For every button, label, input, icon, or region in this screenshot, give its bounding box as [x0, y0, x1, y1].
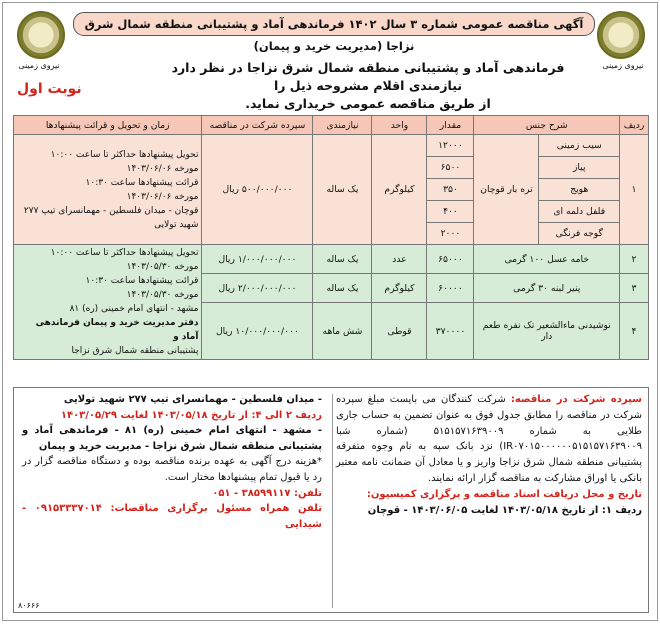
items-table	[13, 115, 649, 360]
item-name: هویج	[539, 179, 620, 201]
tender-notice	[2, 2, 658, 621]
schedule-cell	[14, 245, 202, 360]
round-badge: نوبت اول	[17, 81, 82, 97]
column-divider	[332, 394, 333, 608]
terms-section	[13, 387, 649, 613]
notice-headline	[143, 59, 593, 113]
row-number: ۱	[620, 135, 649, 245]
row-number: ۳	[620, 274, 649, 303]
table-header-row	[14, 116, 649, 135]
section-heading: تاریخ و محل دریافت اسناد مناقصه و برگزاری کمیسیون:	[366, 488, 642, 500]
schedule-line: پشتیبانی منطقه شمال شرق نزاجا	[71, 346, 199, 356]
item-deposit: ۲/۰۰۰/۰۰۰/۰۰۰ ریال	[202, 274, 313, 303]
schedule-line: مورخه ۱۴۰۳/۰۵/۳۰	[126, 290, 199, 300]
schedule-line: شهید تولایی	[154, 219, 199, 230]
item-deposit: ۱/۰۰۰/۰۰۰/۰۰۰ ریال	[202, 245, 313, 274]
item-deposit: ۵۰۰/۰۰۰/۰۰۰ ریال	[202, 135, 313, 245]
schedule-line: تحویل پیشنهادها حداکثر تا ساعت ۱۰:۰۰	[50, 149, 199, 160]
col-header: سپرده شرکت در مناقصه	[202, 116, 313, 135]
logo-caption: نیروی زمینی	[602, 61, 644, 70]
schedule-line: تحویل پیشنهادها حداکثر تا ساعت ۱۰:۰۰	[50, 248, 199, 258]
schedule-line: مورخه ۱۴۰۳/۰۶/۰۶	[126, 163, 199, 174]
notice-line: از طریق مناقصه عمومی خریداری نماید.	[245, 96, 491, 111]
item-need: یک ساله	[313, 135, 372, 245]
mobile-line: تلفن همراه مسئول برگزاری مناقصات: ۰۹۱۵۳۳۳۷۰۱۴ - شیدایی	[22, 503, 322, 530]
col-header: نیازمندی	[313, 116, 372, 135]
schedule-line: قرائت پیشنهادها ساعت ۱۰:۳۰	[85, 276, 199, 286]
terms-right-column	[336, 392, 642, 518]
col-header: زمان و تحویل و قرائت پیشنهادها	[14, 116, 202, 135]
schedule-cell	[14, 135, 202, 245]
item-need: یک ساله	[313, 274, 372, 303]
row-number: ۴	[620, 303, 649, 360]
item-name: سیب زمینی	[539, 135, 620, 157]
col-header: ردیف	[620, 116, 649, 135]
item-unit: کیلوگرم	[372, 135, 427, 245]
logo-caption: نیروی زمینی	[18, 61, 60, 70]
phone-line: تلفن: ۳۸۵۹۹۱۱۷ - ۰۵۱	[212, 487, 322, 499]
section-text: ردیف ۱: از تاریخ ۱۴۰۳/۰۵/۱۸ لغایت ۱۴۰۳/۰۶/۰۵ - قوچان	[367, 504, 642, 516]
item-unit: کیلوگرم	[372, 274, 427, 303]
col-header: مقدار	[427, 116, 474, 135]
item-deposit: ۱۰/۰۰۰/۰۰۰/۰۰۰ ریال	[202, 303, 313, 360]
col-header: شرح جنس	[474, 116, 620, 135]
army-emblem-icon	[597, 11, 645, 59]
table-row	[14, 135, 649, 157]
table-row	[14, 245, 649, 274]
item-group: تره بار قوچان	[474, 135, 539, 245]
ad-code: ۸۰۶۶۶	[18, 601, 40, 610]
item-qty: ۲۰۰۰	[427, 223, 474, 245]
schedule-line: مشهد - انتهای امام خمینی (ره) ۸۱	[69, 304, 199, 314]
item-qty: ۶۰۰۰۰	[427, 274, 474, 303]
item-qty: ۶۵۰۰۰	[427, 245, 474, 274]
notice-line: فرماندهی آماد و پشتیبانی منطقه شمال شرق نزاجا در نظر دارد نیازمندی اقلام مشروحه ذیل را	[171, 60, 565, 93]
schedule-line: قرائت پیشنهادها ساعت ۱۰:۳۰	[85, 177, 199, 188]
army-emblem-icon	[17, 11, 65, 59]
item-need: یک ساله	[313, 245, 372, 274]
page-title: آگهی مناقصه عمومی شماره ۳ سال ۱۴۰۲ فرماندهی آماد و پشتیبانی منطقه شمال شرق نزاجا (مدیریت خرید و پیمان)	[73, 12, 595, 36]
item-unit: قوطی	[372, 303, 427, 360]
item-name: فلفل دلمه ای	[539, 201, 620, 223]
item-unit: عدد	[372, 245, 427, 274]
cost-note: *هزینه درج آگهی به عهده برنده مناقصه بوده و دستگاه مناقصه گزار در رد یا قبول تمام پیشنهادها مختار است.	[22, 456, 322, 483]
section-heading: سپرده شرکت در مناقصه:	[510, 394, 642, 405]
col-header: واحد	[372, 116, 427, 135]
terms-left-column	[22, 392, 322, 532]
location-line: - میدان فلسطین - مهمانسرای تیپ ۲۷۷ شهید تولایی	[63, 394, 322, 405]
item-name: نوشیدنی ماءالشعیر تک نفره طعم دار	[474, 303, 620, 360]
schedule-line: قوچان - میدان فلسطین - مهمانسرای تیپ ۲۷۷	[23, 205, 199, 216]
date-range-line: ردیف ۲ الی ۴: از تاریخ ۱۴۰۳/۰۵/۱۸ لغایت ۱۴۰۳/۰۵/۲۹	[60, 409, 322, 421]
location-line: - مشهد - انتهای امام خمینی (ره) ۸۱ - فرماندهی آماد و پشتیبانی منطقه شمال شرق نزاجا - مدیریت خرید و پیمان	[22, 425, 322, 452]
section-text: شرکت کنندگان می بایست مبلغ سپرده شرکت در مناقصه را مطابق جدول فوق به عنوان تضمین به حساب جاری طلایی به شماره ۵۱۵۱۵۷۱۶۳۹۰۰۹ (شماره شبا IR۰۷۰۱۵۰۰۰۰۰۰۵۱۵۱۵۷۱۶۳۹۰۰۹) نزد بانک سپه به نام وجوه متفرقه پشتیبانی منطقه شمال شرق نزاجا واریز و یا معادل آن ضمانت نامه معتبر بانکی یا اوراق مشارکت به مناقصه گزار ارائه نمایند.	[336, 394, 642, 484]
schedule-line: مورخه ۱۴۰۳/۰۵/۳۰	[126, 262, 199, 272]
item-qty: ۱۲۰۰۰	[427, 135, 474, 157]
item-qty: ۳۷۰۰۰۰	[427, 303, 474, 360]
schedule-line: مورخه ۱۴۰۳/۰۶/۰۶	[126, 191, 199, 202]
item-name: پیاز	[539, 157, 620, 179]
item-name: خامه عسل ۱۰۰ گرمی	[474, 245, 620, 274]
schedule-line: دفتر مدیریت خرید و پیمان فرماندهی آماد و	[35, 318, 199, 342]
item-name: گوجه فرنگی	[539, 223, 620, 245]
item-qty: ۳۵۰	[427, 179, 474, 201]
row-number: ۲	[620, 245, 649, 274]
item-qty: ۴۰۰	[427, 201, 474, 223]
item-need: شش ماهه	[313, 303, 372, 360]
item-qty: ۶۵۰۰	[427, 157, 474, 179]
item-name: پنیر لبنه ۳۰ گرمی	[474, 274, 620, 303]
